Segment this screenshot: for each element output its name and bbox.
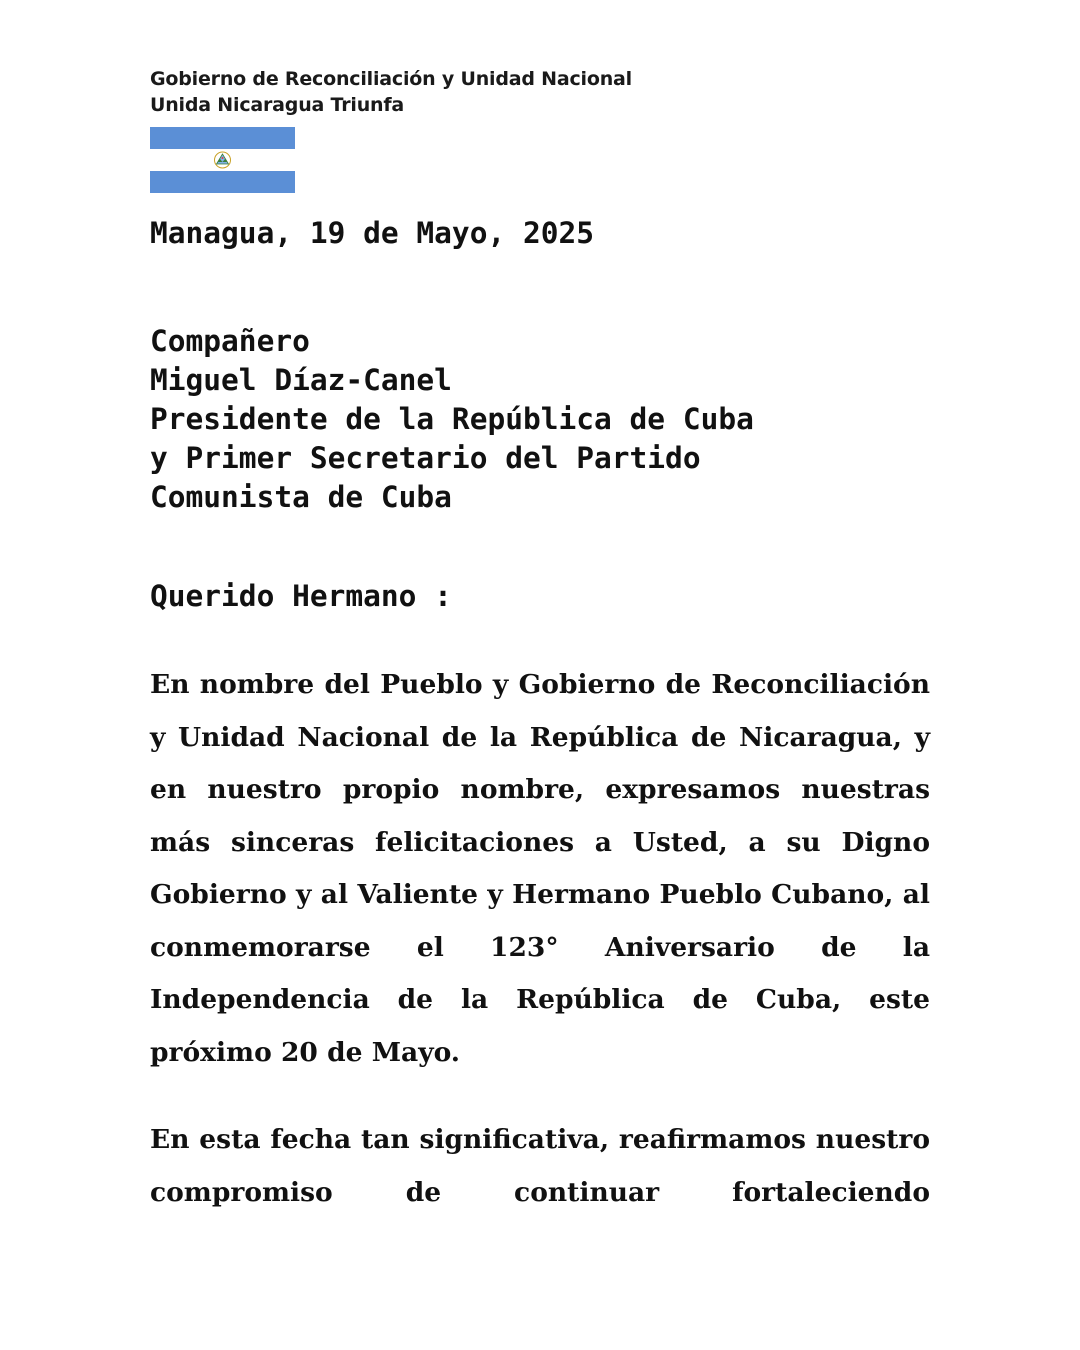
recipient-line: Compañero <box>150 324 310 358</box>
recipient-line: y Primer Secretario del Partido <box>150 441 701 475</box>
salutation: Querido Hermano : <box>150 579 452 613</box>
recipient-block <box>150 322 754 517</box>
government-slogan: Unida Nicaragua Triunfa <box>150 94 405 116</box>
government-header <box>150 66 632 118</box>
body-paragraph: En nombre del Pueblo y Gobierno de Reconciliación y Unidad Nacional de la República de Nicaragua, y en nuestro propio nombre, expresamos nuestras más sinceras felicitaciones a Usted, a su Digno Gobierno y al Valiente y Hermano Pueblo Cubano, al conmemorarse el 123° Aniversario de la Independencia de la República de Cuba, este próximo 20 de Mayo. <box>150 669 930 1068</box>
letter-date: Managua, 19 de Mayo, 2025 <box>150 216 595 250</box>
recipient-line: Miguel Díaz-Canel <box>150 363 452 397</box>
recipient-line: Comunista de Cuba <box>150 480 452 514</box>
recipient-line: Presidente de la República de Cuba <box>150 402 754 436</box>
nicaragua-flag-icon <box>150 127 295 193</box>
letter-page <box>150 0 930 1350</box>
government-name: Gobierno de Reconciliación y Unidad Nacional <box>150 68 632 90</box>
body-paragraph: En esta fecha tan significativa, reafirmamos nuestro compromiso de continuar fortaleciendo <box>150 1124 930 1208</box>
